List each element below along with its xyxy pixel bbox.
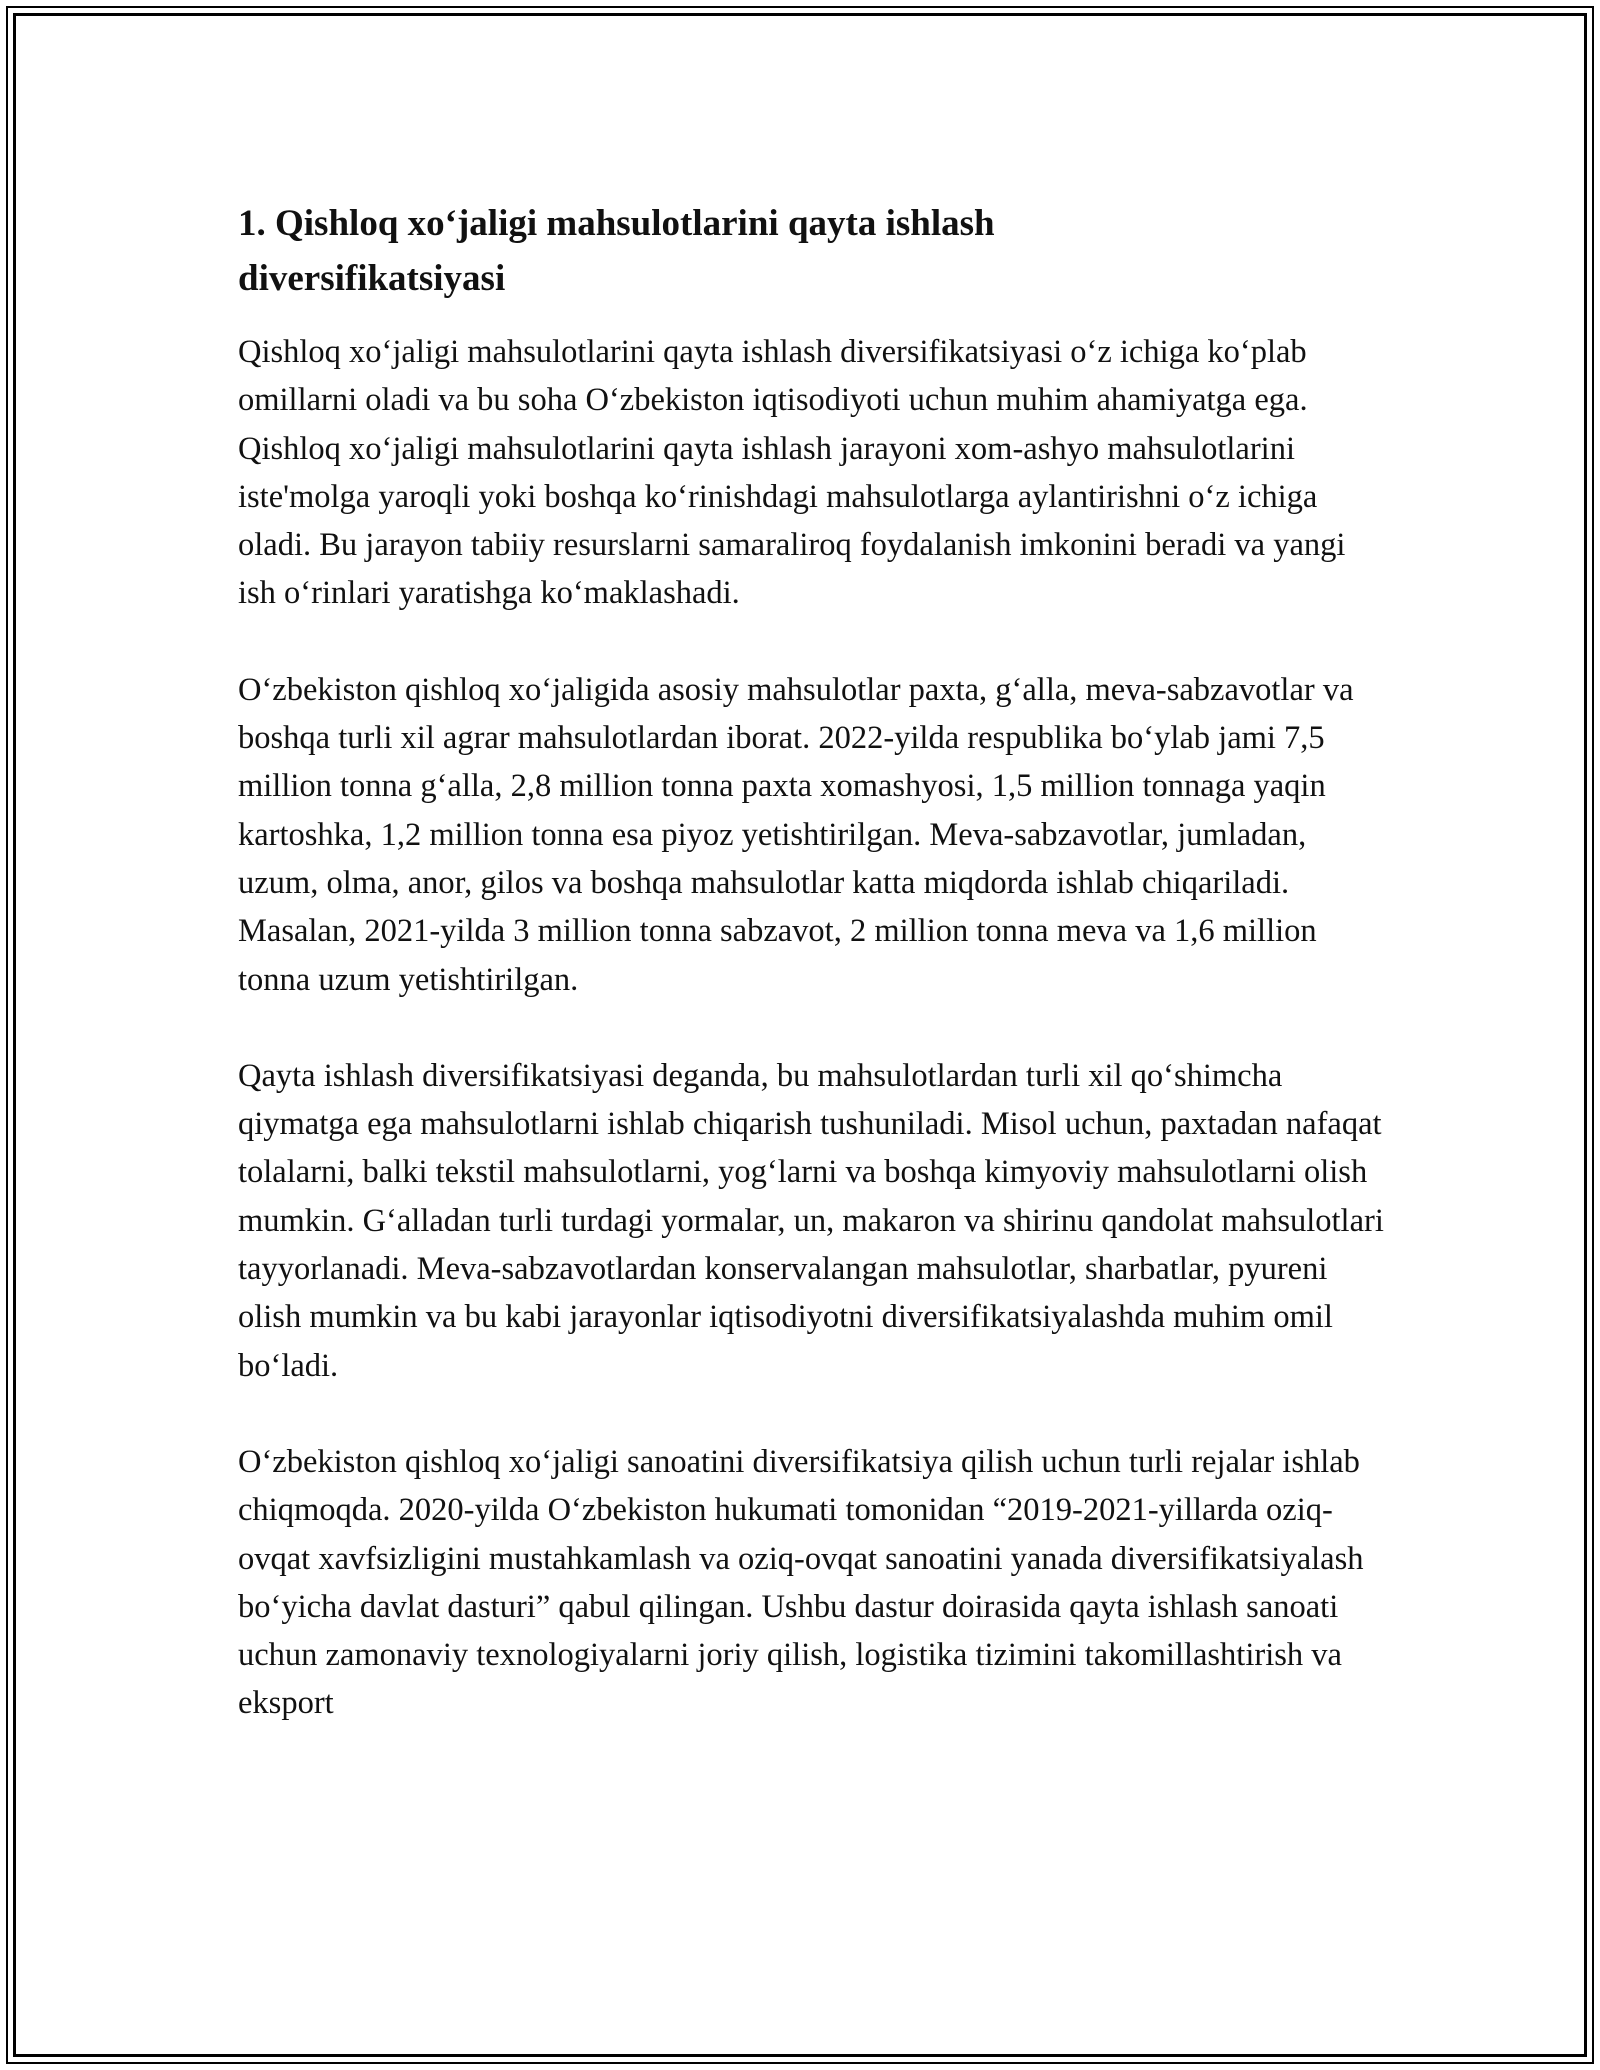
paragraph-1: Qishloq xo‘jaligi mahsulotlarini qayta ishlash diversifikatsiyasi o‘z ichiga ko‘plab omillarni oladi va bu soha O‘zbekiston iqtisodiyoti uchun muhim ahamiyatga ega. Qishloq xo‘jaligi mahsulotlarini qayta ishlash jarayoni xom-ashyo mahsulotlarini iste'molga yaroqli yoki boshqa ko‘rinishdagi mahsulotlarga aylantirishni o‘z ichiga oladi. Bu jarayon tabiiy resurslarni samaraliroq foydalanish imkonini beradi va yangi ish o‘rinlari yaratishga ko‘maklashadi.	[238, 334, 1346, 612]
section-heading	[238, 196, 1388, 306]
paragraph-4: O‘zbekiston qishloq xo‘jaligi sanoatini diversifikatsiya qilish uchun turli rejalar ishlab chiqmoqda. 2020-yilda O‘zbekiston hukumati tomonidan “2019-2021-yillarda oziq-ovqat xavfsizligini mustahkamlash va oziq-ovqat sanoatini yanada diversifikatsiyalash bo‘yicha davlat dasturi” qabul qilingan. Ushbu dastur doirasida qayta ishlash sanoati uchun zamonaviy texnologiyalarni joriy qilish, logistika tizimini takomillashtirish va eksport	[238, 1443, 1364, 1722]
document-body	[238, 196, 1388, 1776]
page-border	[6, 6, 1594, 2064]
paragraph-2: O‘zbekiston qishloq xo‘jaligida asosiy mahsulotlar paxta, g‘alla, meva-sabzavotlar va boshqa turli xil agrar mahsulotlardan iborat. 2022-yilda respublika bo‘ylab jami 7,5 million tonna g‘alla, 2,8 million tonna paxta xomashyosi, 1,5 million tonnaga yaqin kartoshka, 1,2 million tonna esa piyoz yetishtirilgan. Meva-sabzavotlar, jumladan, uzum, olma, anor, gilos va boshqa mahsulotlar katta miqdorda ishlab chiqariladi. Masalan, 2021-yilda 3 million tonna sabzavot, 2 million tonna meva va 1,6 million tonna uzum yetishtirilgan.	[238, 671, 1354, 998]
section-heading-line-2: diversifikatsiyasi	[238, 258, 506, 299]
page-border-inner	[13, 13, 1587, 2057]
paragraph-3: Qayta ishlash diversifikatsiyasi deganda, bu mahsulotlardan turli xil qo‘shimcha qiymatga ega mahsulotlarni ishlab chiqarish tushuniladi. Misol uchun, paxtadan nafaqat tolalarni, balki tekstil mahsulotlarni, yog‘larni va boshqa kimyoviy mahsulotlarni olish mumkin. G‘alladan turli turdagi yormalar, un, makaron va shirinu qandolat mahsulotlari tayyorlanadi. Meva-sabzavotlardan konservalangan mahsulotlar, sharbatlar, pyureni olish mumkin va bu kabi jarayonlar iqtisodiyotni diversifikatsiyalashda muhim omil bo‘ladi.	[238, 1057, 1384, 1384]
section-heading-line-1: 1. Qishloq xo‘jaligi mahsulotlarini qayta ishlash	[238, 203, 995, 244]
